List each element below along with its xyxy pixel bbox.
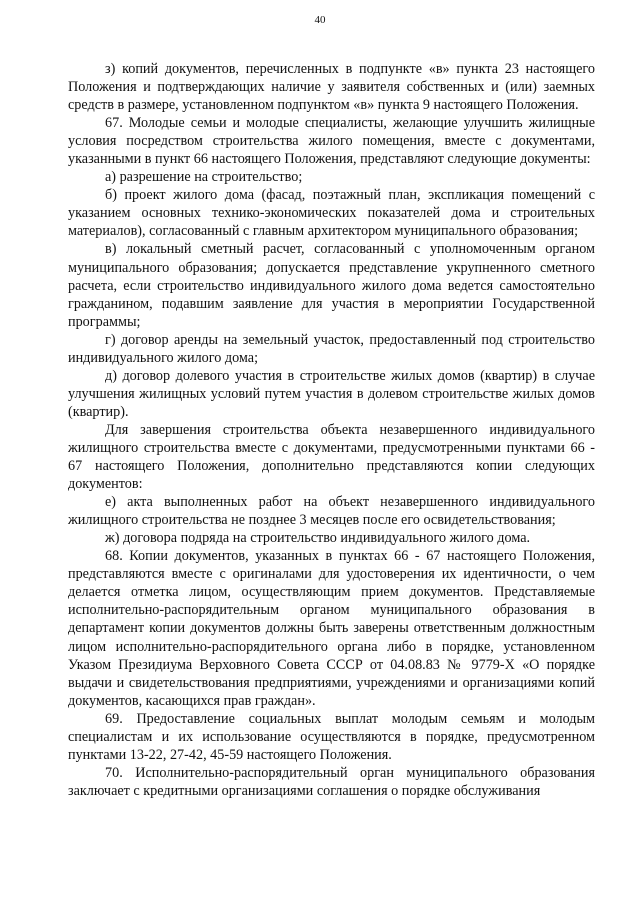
paragraph-68: 68. Копии документов, указанных в пунктах 66 - 67 настоящего Положения, представляются вместе с оригиналами для удостоверения их идентичности, о чем делается отметка лицом, осуществляющим прием документов. Представляемые исполнительно-распорядительным органом муниципального образования в департамент копии документов должны быть заверены ответственным должностным лицом исполнительно-распорядительного органа либо в порядке, установленном Указом Президиума Верховного Совета СССР от 04.08.83 № 9779-X «О порядке выдачи и свидетельствования предприятиями, учреждениями и организациями копий документов, касающихся прав граждан». bbox=[68, 548, 595, 709]
paragraph-69: 69. Предоставление социальных выплат молодым семьям и молодым специалистам и их использование осуществляются в порядке, предусмотренном пунктами 13-22, 27-42, 45-59 настоящего Положения. bbox=[68, 710, 595, 763]
paragraph-item-b: б) проект жилого дома (фасад, поэтажный план, экспликация помещений с указанием основных технико-экономических показателей дома и строительных материалов), согласованный с главным архитектором муниципального образования; bbox=[68, 187, 595, 240]
paragraph-item-g: г) договор аренды на земельный участок, предоставленный под строительство индивидуального жилого дома; bbox=[68, 331, 595, 366]
paragraph-item-a: а) разрешение на строительство; bbox=[105, 169, 303, 186]
paragraph-70: 70. Исполнительно-распорядительный орган муниципального образования заключает с кредитными организациями соглашения о порядке обслуживания bbox=[68, 764, 595, 799]
paragraph-67: 67. Молодые семьи и молодые специалисты, желающие улучшить жилищные условия посредством строительства жилого помещения, вместе с документами, указанными в пункт 66 настоящего Положения, представляют следующие документы: bbox=[68, 115, 595, 168]
paragraph-item-v: в) локальный сметный расчет, согласованный с уполномоченным органом муниципального образования; допускается представление укрупненного сметного расчета, если строительство индивидуального жилого дома ведется самостоятельно гражданином, подавшим заявление для участия в мероприятии Государственной программы; bbox=[68, 241, 595, 330]
document-body bbox=[68, 60, 595, 800]
paragraph-item-d: д) договор долевого участия в строительстве жилых домов (квартир) в случае улучшения жилищных условий путем участия в долевом строительстве жилых домов (квартир). bbox=[68, 367, 595, 420]
paragraph-item-zh: ж) договора подряда на строительство индивидуального жилого дома. bbox=[105, 530, 531, 547]
paragraph-completion-intro: Для завершения строительства объекта незавершенного индивидуального жилищного строительства вместе с документами, предусмотренными пунктами 66 - 67 настоящего Положения, дополнительно представляются копии следующих документов: bbox=[68, 421, 595, 493]
paragraph-item-z: з) копий документов, перечисленных в подпункте «в» пункта 23 настоящего Положения и подтверждающих наличие у заявителя собственных и (или) заемных средств в размере, установленном подпунктом «в» пункта 9 настоящего Положения. bbox=[68, 61, 595, 114]
page-number: 40 bbox=[314, 14, 326, 26]
paragraph-item-e: е) акта выполненных работ на объект незавершенного индивидуального жилищного строительства не позднее 3 месяцев после его освидетельствования; bbox=[68, 494, 595, 529]
